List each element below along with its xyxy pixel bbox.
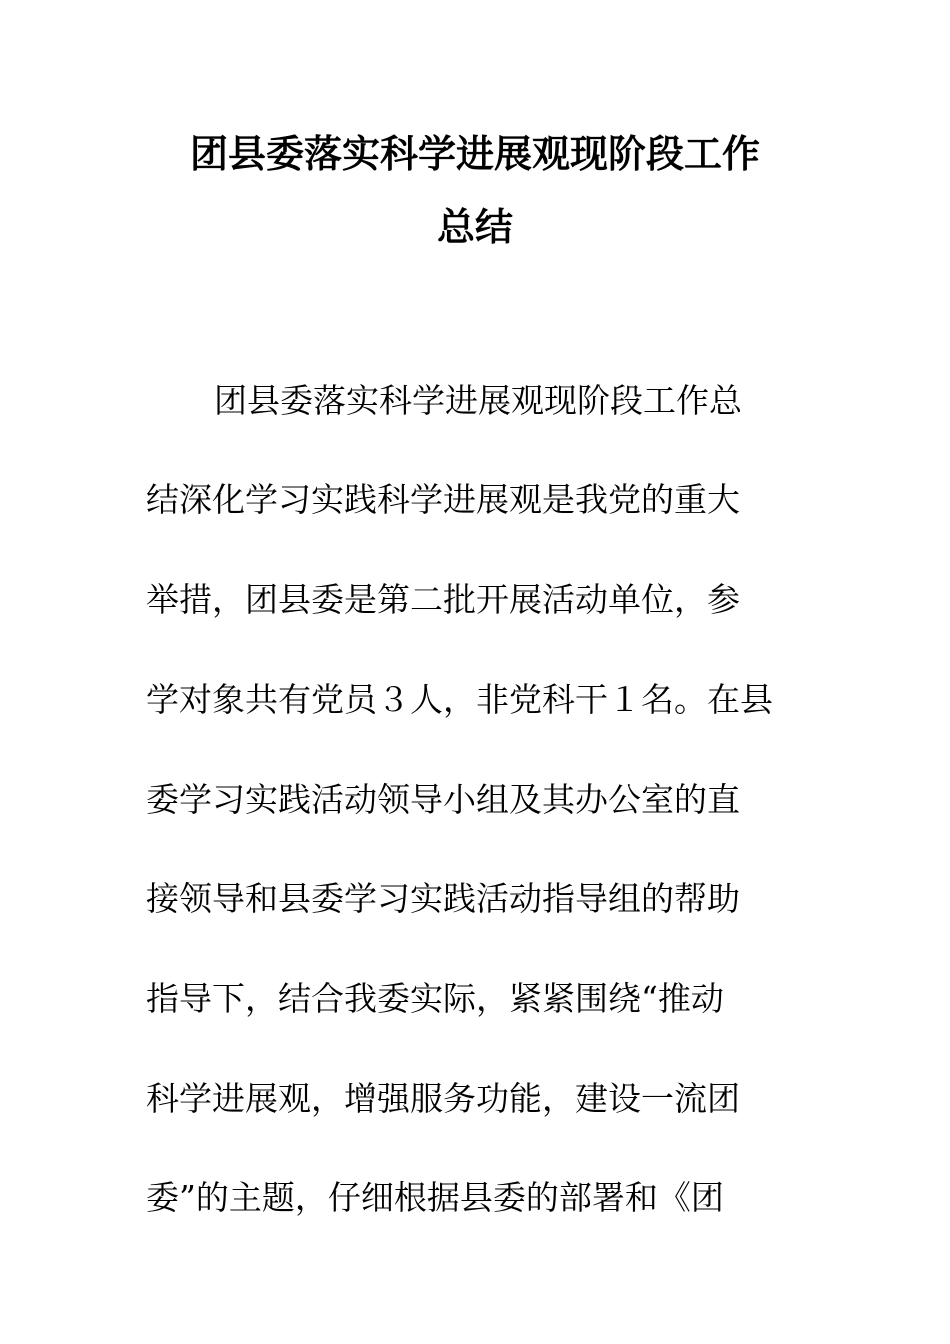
body-line-9: 委”的主题，仔细根据县委的部署和《团 (146, 1178, 724, 1217)
body-line-8: 科学进展观，增强服务功能，建设一流团 (146, 1079, 740, 1118)
body-line-2: 结深化学习实践科学进展观是我党的重大 (146, 480, 740, 519)
body-line-7: 指导下，结合我委实际，紧紧围绕“推动 (146, 979, 724, 1018)
body-line-6: 接领导和县委学习实践活动指导组的帮助 (146, 879, 740, 918)
body-line-1: 团县委落实科学进展观现阶段工作总 (214, 381, 742, 420)
body-line-3: 举措，团县委是第二批开展活动单位，参 (146, 580, 740, 619)
document-title-line-2: 总结 (436, 205, 513, 249)
document-title-line-1: 团县委落实科学进展观现阶段工作 (189, 132, 760, 176)
body-line-4: 学对象共有党员３人，非党科干１名。在县 (146, 680, 773, 719)
body-line-5: 委学习实践活动领导小组及其办公室的直 (146, 780, 740, 819)
